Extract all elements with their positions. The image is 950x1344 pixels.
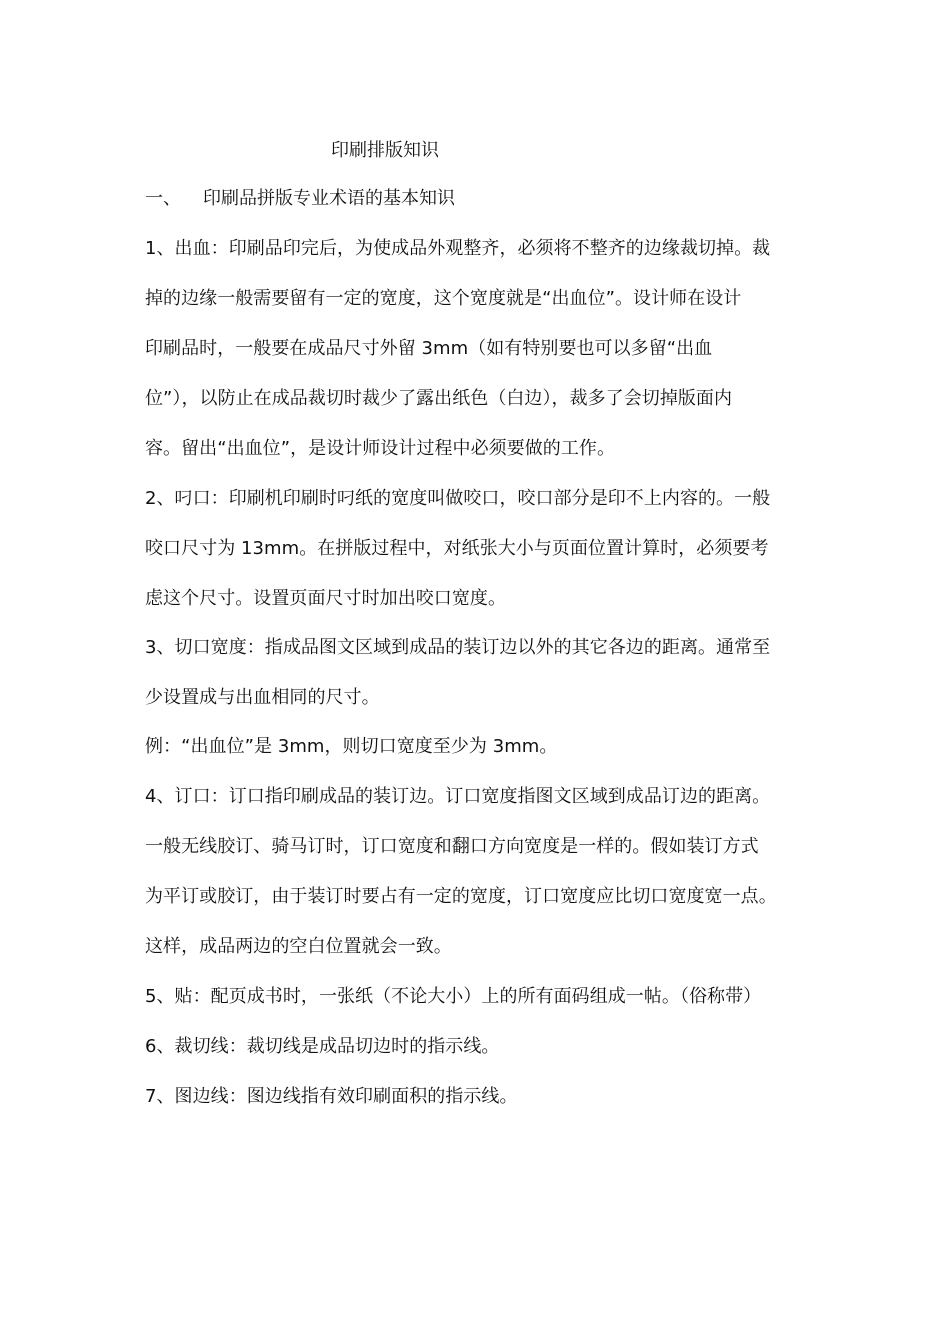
paragraph-line: 为平订或胶订，由于装订时要占有一定的宽度，订口宽度应比切口宽度宽一点。: [145, 886, 777, 907]
paragraph-line: 这样，成品两边的空白位置就会一致。: [145, 936, 452, 957]
paragraph-line: 容。留出“出血位”，是设计师设计过程中必须要做的工作。: [145, 438, 615, 459]
paragraph-line: 3、切口宽度：指成品图文区域到成品的装订边以外的其它各边的距离。通常至: [145, 637, 771, 658]
paragraph-line: 5、贴：配页成书时，一张纸（不论大小）上的所有面码组成一帖。（俗称带）: [145, 986, 762, 1007]
paragraph-line: 位”），以防止在成品裁切时裁少了露出纸色（白边），裁多了会切掉版面内: [145, 388, 733, 409]
paragraph-line: 1、出血：印刷品印完后，为使成品外观整齐，必须将不整齐的边缘裁切掉。裁: [145, 238, 771, 259]
paragraph-line: 7、图边线：图边线指有效印刷面积的指示线。: [145, 1086, 518, 1107]
paragraph-line: 少设置成与出血相同的尺寸。: [145, 687, 380, 708]
section-heading: [145, 185, 455, 213]
paragraph-line: 2、叼口：印刷机印刷时叼纸的宽度叫做咬口，咬口部分是印不上内容的。一般: [145, 488, 771, 509]
document-title: 印刷排版知识: [331, 140, 439, 161]
paragraph-line: 咬口尺寸为 13mm。在拼版过程中，对纸张大小与页面位置计算时，必须要考: [145, 538, 769, 559]
paragraph-line: 6、裁切线：裁切线是成品切边时的指示线。: [145, 1036, 500, 1057]
paragraph-line: 4、订口：订口指印刷成品的装订边。订口宽度指图文区域到成品订边的距离。: [145, 786, 771, 807]
paragraph-line: 一般无线胶订、骑马订时，订口宽度和翻口方向宽度是一样的。假如装订方式: [145, 836, 759, 857]
section-heading-text: 印刷品拼版专业术语的基本知识: [203, 188, 455, 209]
section-number: 一、: [145, 188, 181, 209]
paragraph-line: 虑这个尺寸。设置页面尺寸时加出咬口宽度。: [145, 588, 506, 609]
paragraph-line: 例：“出血位”是 3mm，则切口宽度至少为 3mm。: [145, 736, 558, 757]
paragraph-line: 印刷品时，一般要在成品尺寸外留 3mm（如有特别要也可以多留“出血: [145, 338, 713, 359]
paragraph-line: 掉的边缘一般需要留有一定的宽度，这个宽度就是“出血位”。设计师在设计: [145, 288, 742, 309]
